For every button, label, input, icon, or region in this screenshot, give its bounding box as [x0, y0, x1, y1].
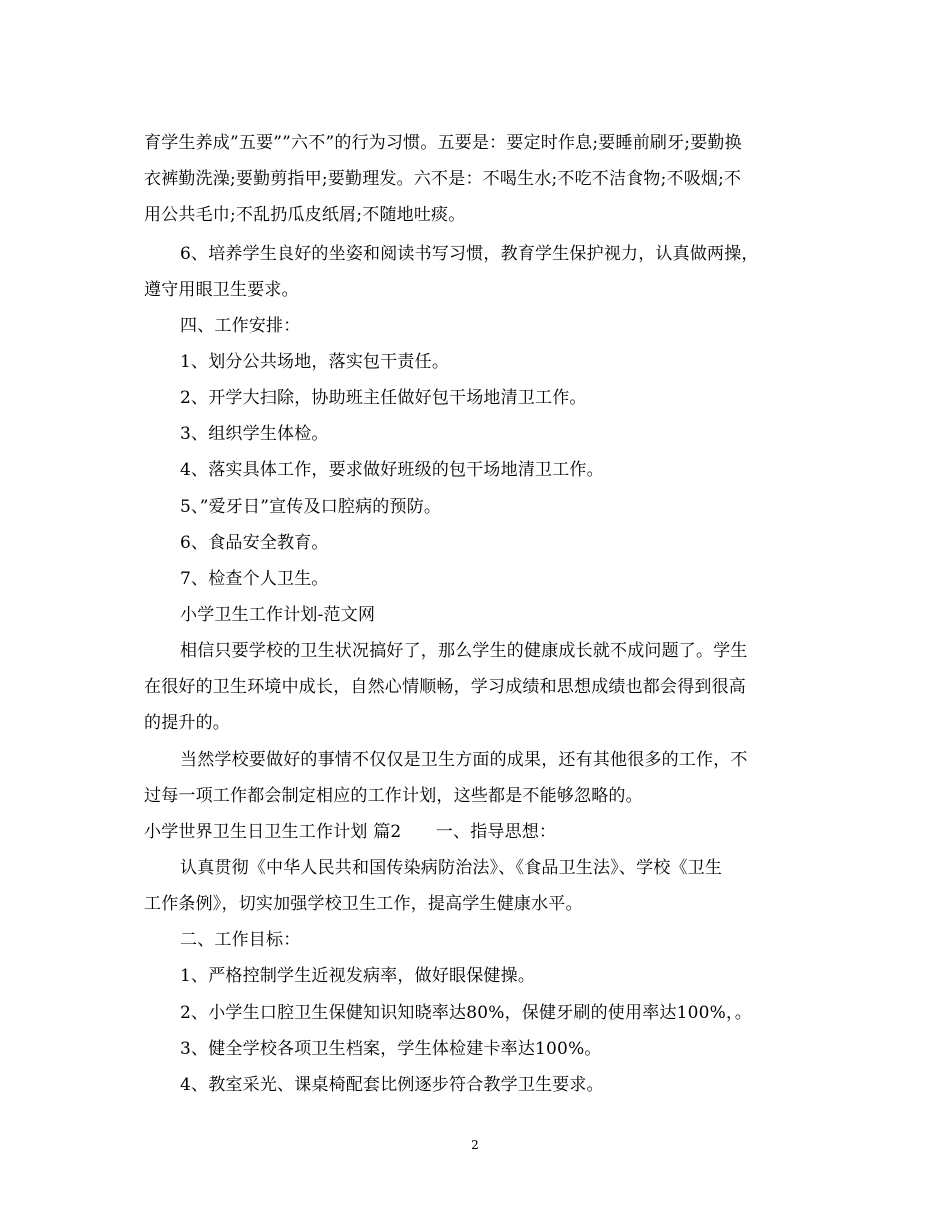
list-item: 4、落实具体工作，要求做好班级的包干场地清卫工作。 — [180, 460, 604, 480]
text-line: 相信只要学校的卫生状况搞好了，那么学生的健康成长就不成问题了。学生 — [180, 641, 748, 661]
list-item: 2、小学生口腔卫生保健知识知晓率达80%，保健牙刷的使用率达100%，。 — [180, 1003, 752, 1023]
list-item: 3、组织学生体检。 — [180, 424, 329, 444]
list-item: 1、严格控制学生近视发病率，做好眼保健操。 — [180, 966, 536, 986]
text-line: 在很好的卫生环境中成长，自然心情顺畅，学习成绩和思想成绩也都会得到很高 — [144, 677, 746, 697]
text-line: 衣裤勤洗澡;要勤剪指甲;要勤理发。六不是：不喝生水;不吃不洁食物;不吸烟;不 — [144, 169, 742, 189]
text-line: 当然学校要做好的事情不仅仅是卫生方面的成果，还有其他很多的工作，不 — [180, 750, 748, 770]
list-item: 1、划分公共场地，落实包干责任。 — [180, 352, 450, 372]
list-item: 4、教室采光、课桌椅配套比例逐步符合教学卫生要求。 — [180, 1075, 604, 1095]
list-item: 2、开学大扫除，协助班主任做好包干场地清卫工作。 — [180, 388, 587, 408]
list-item: 5、”爱牙日”宣传及口腔病的预防。 — [180, 497, 442, 517]
page-number: 2 — [471, 1138, 479, 1152]
list-item: 6、食品安全教育。 — [180, 533, 329, 553]
section-title: 小学世界卫生日卫生工作计划 篇2 一、指导思想： — [144, 822, 557, 842]
text-line: 认真贯彻《中华人民共和国传染病防治法》、《食品卫生法》、学校《卫生 — [180, 858, 723, 878]
text-line: 遵守用眼卫生要求。 — [144, 280, 299, 300]
text-line: 育学生养成”五要””六不”的行为习惯。五要是：要定时作息;要睡前刷牙;要勤换 — [144, 133, 742, 153]
list-item: 7、检查个人卫生。 — [180, 569, 329, 589]
section-heading: 二、工作目标： — [180, 930, 301, 950]
list-item: 3、健全学校各项卫生档案，学生体检建卡率达100%。 — [180, 1039, 602, 1059]
section-heading: 四、工作安排： — [180, 316, 301, 336]
text-line: 工作条例》，切实加强学校卫生工作，提高学生健康水平。 — [144, 894, 583, 914]
text-line: 的提升的。 — [144, 713, 230, 733]
text-line: 6、培养学生良好的坐姿和阅读书写习惯，教育学生保护视力，认真做两操， — [180, 244, 759, 264]
text-line: 用公共毛巾;不乱扔瓜皮纸屑;不随地吐痰。 — [144, 205, 466, 225]
text-line: 过每一项工作都会制定相应的工作计划，这些都是不能够忽略的。 — [144, 786, 643, 806]
section-title: 小学卫生工作计划-范文网 — [180, 605, 376, 625]
